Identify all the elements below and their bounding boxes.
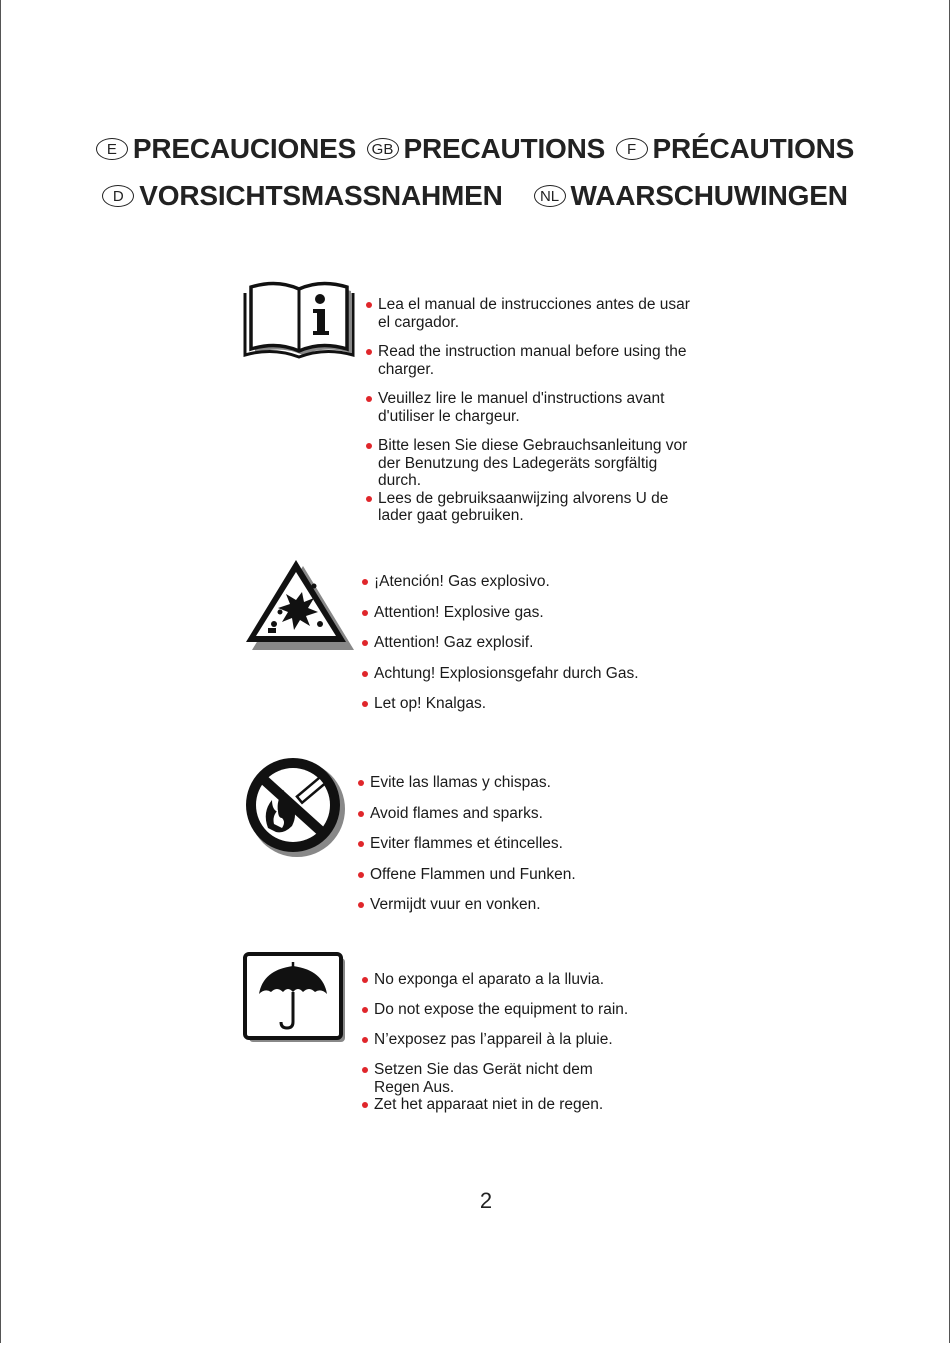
list-item: No exponga el aparato a la lluvia.: [362, 971, 682, 989]
list-item: Veuillez lire le manuel d'instructions avant d'utiliser le chargeur.: [366, 390, 706, 425]
list-item: Lea el manual de instrucciones antes de usar el cargador.: [366, 296, 706, 331]
heading-text-dutch: WAARSCHUWINGEN: [570, 180, 848, 211]
heading-text-spanish: PRECAUCIONES: [132, 133, 357, 164]
heading-english: [367, 133, 606, 165]
list-item: Avoid flames and sparks.: [358, 805, 688, 823]
list-item: Setzen Sie das Gerät nicht dem Regen Aus.: [362, 1061, 619, 1096]
list-item: Lees de gebruiksaanwijzing alvorens U de lader gaat gebruiken.: [366, 490, 688, 525]
heading-text-german: VORSICHTSMASSNAHMEN: [139, 180, 503, 211]
no-flames-icon: [244, 756, 348, 860]
list-item: Bitte lesen Sie diese Gebrauchsanleitung vor der Benutzung des Ladegeräts sorgfältig durch.: [366, 437, 694, 490]
page-number: 2: [479, 1188, 493, 1213]
language-badge-nl: NL: [534, 185, 566, 207]
heading-german: [102, 180, 502, 212]
flames-bullet-list: [358, 774, 688, 914]
list-item: Vermijdt vuur en vonken.: [358, 896, 688, 914]
manual-info-icon: [243, 279, 355, 359]
list-item: Zet het apparaat niet in de regen.: [362, 1096, 682, 1114]
heading-text-french: PRÉCAUTIONS: [652, 133, 855, 164]
list-item: Read the instruction manual before using the charger.: [366, 343, 706, 378]
list-item: Achtung! Explosionsgefahr durch Gas.: [362, 665, 692, 683]
heading-dutch: [534, 180, 848, 212]
heading-spanish: [96, 133, 356, 165]
language-badge-f: F: [616, 138, 648, 160]
rain-bullet-list: [362, 971, 682, 1114]
language-badge-d: D: [102, 185, 134, 207]
explosive-warning-icon: [244, 556, 354, 650]
heading-row-1: [0, 133, 950, 165]
list-item: Do not expose the equipment to rain.: [362, 1001, 682, 1019]
list-item: Offene Flammen und Funken.: [358, 866, 688, 884]
heading-text-english: PRECAUTIONS: [403, 133, 606, 164]
manual-bullet-list: [366, 296, 706, 525]
heading-row-2: [0, 180, 950, 212]
list-item: Attention! Explosive gas.: [362, 604, 692, 622]
list-item: Attention! Gaz explosif.: [362, 634, 692, 652]
list-item: N’exposez pas l’appareil à la pluie.: [362, 1031, 682, 1049]
heading-french: [616, 133, 855, 165]
list-item: Let op! Knalgas.: [362, 695, 692, 713]
language-badge-e: E: [96, 138, 128, 160]
explosive-bullet-list: [362, 573, 692, 713]
list-item: Evite las llamas y chispas.: [358, 774, 688, 792]
list-item: Eviter flammes et étincelles.: [358, 835, 688, 853]
umbrella-icon: [243, 952, 349, 1046]
language-badge-gb: GB: [367, 138, 399, 160]
list-item: ¡Atención! Gas explosivo.: [362, 573, 692, 591]
